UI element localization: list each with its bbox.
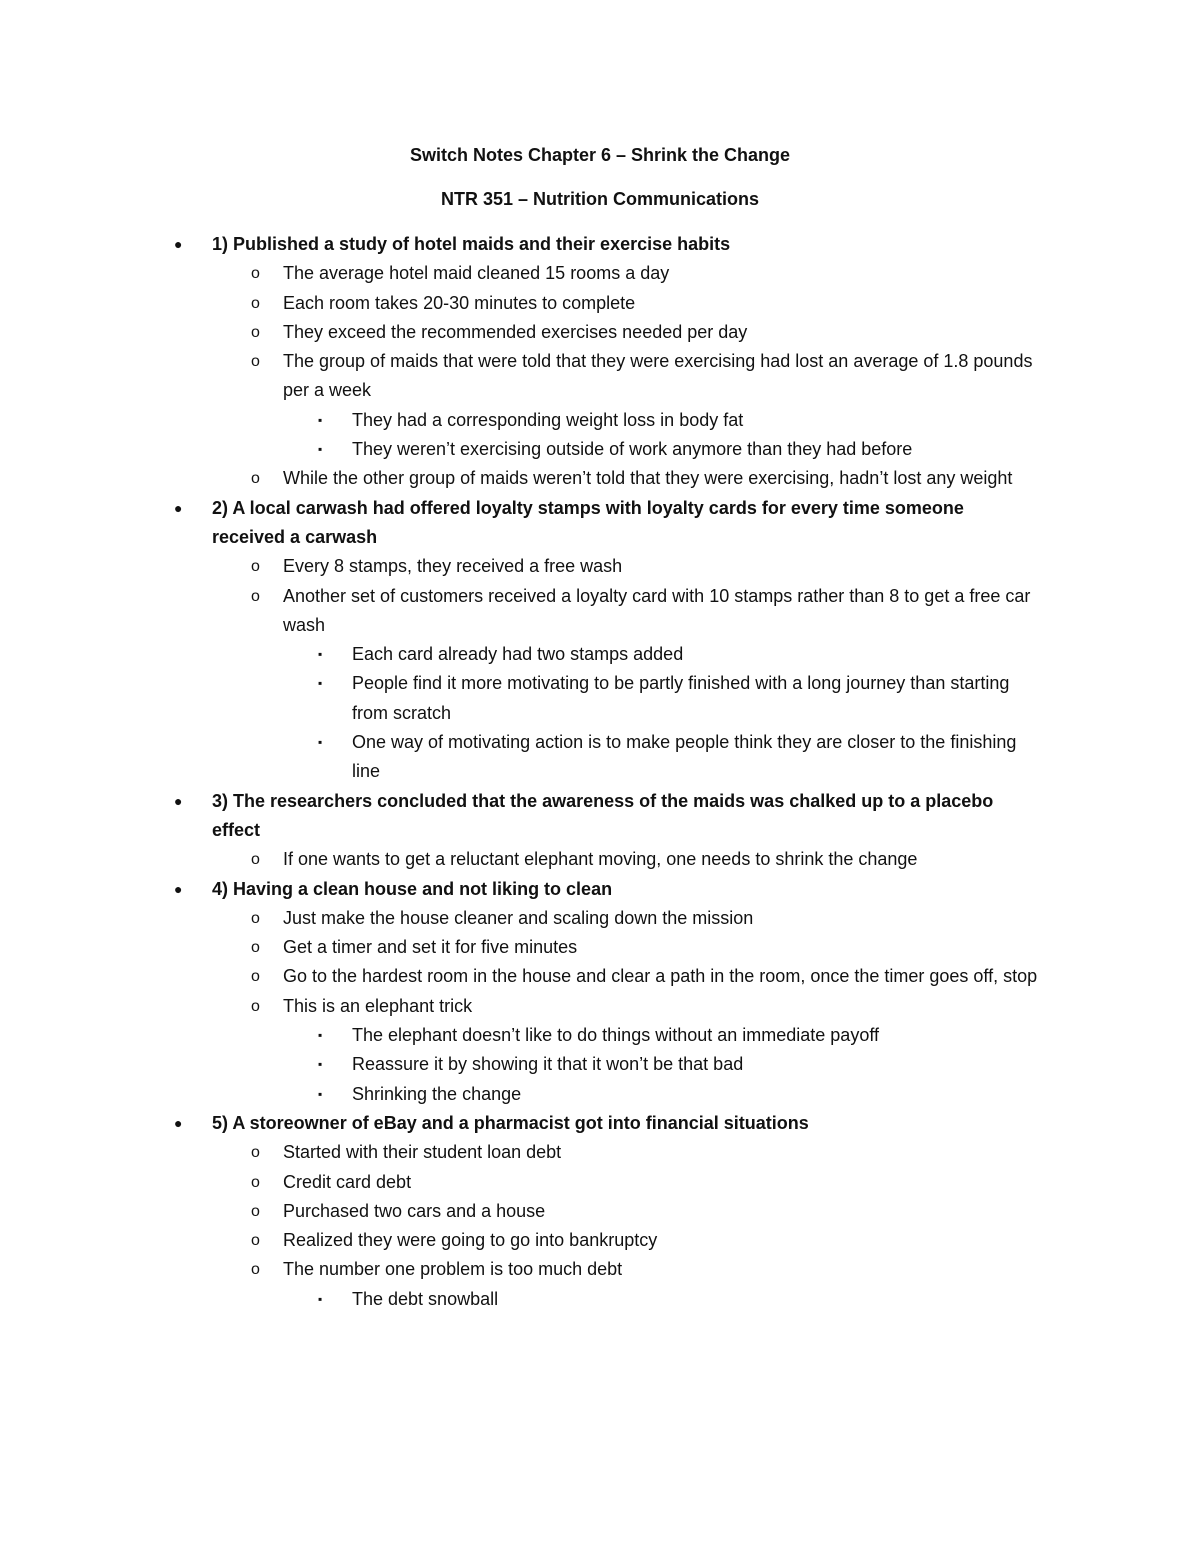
bullet-icon: ▪ (318, 735, 323, 750)
list-item-text: 5) A storeowner of eBay and a pharmacist got into financial situations (212, 1112, 809, 1133)
list-item-level-2 (0, 1226, 1040, 1255)
bullet-icon: o (251, 851, 260, 869)
list-item-text: This is an elephant trick (283, 995, 473, 1016)
list-item-text: 2) A local carwash had offered loyalty stamps with loyalty cards for every time someone received a carwash (212, 497, 964, 547)
list-item-level-2 (0, 1197, 1040, 1226)
bullet-icon: o (251, 939, 260, 957)
list-item-level-2 (0, 289, 1040, 318)
list-item-text: They exceed the recommended exercises needed per day (283, 321, 748, 342)
bullet-icon: o (251, 294, 260, 312)
list-item-text: Just make the house cleaner and scaling down the mission (283, 907, 754, 928)
bullet-icon: o (251, 997, 260, 1015)
list-item-level-2 (0, 582, 1040, 641)
notes-list (0, 230, 1200, 1314)
bullet-icon: ● (174, 792, 183, 809)
list-item-text: They weren’t exercising outside of work anymore than they had before (352, 439, 913, 460)
list-item-text: The group of maids that were told that they were exercising had lost an average of 1.8 pounds per a week (283, 351, 1033, 401)
list-item-level-2 (0, 259, 1040, 288)
list-item-level-2 (0, 1255, 1040, 1284)
list-item-level-3 (0, 435, 1040, 464)
bullet-icon: o (251, 1173, 260, 1191)
bullet-icon: o (251, 1202, 260, 1220)
list-item-level-2 (0, 904, 1040, 933)
list-item-level-1 (0, 494, 1040, 553)
list-item-level-2 (0, 552, 1040, 581)
bullet-icon: o (251, 1144, 260, 1162)
list-item-text: Every 8 stamps, they received a free wash (283, 556, 623, 577)
list-item-text: People find it more motivating to be partly finished with a long journey than starting from scratch (352, 673, 1010, 723)
list-item-text: 4) Having a clean house and not liking to clean (212, 878, 613, 899)
list-item-level-3 (0, 640, 1040, 669)
list-item-text: Go to the hardest room in the house and clear a path in the room, once the timer goes off, stop (283, 966, 1038, 987)
bullet-icon: o (251, 353, 260, 371)
list-item-text: Purchased two cars and a house (283, 1200, 546, 1221)
document-title: Switch Notes Chapter 6 – Shrink the Change (409, 145, 791, 165)
bullet-icon: ▪ (318, 412, 323, 427)
bullet-icon: o (251, 909, 260, 927)
list-item-text: Started with their student loan debt (283, 1142, 562, 1163)
list-item-level-2 (0, 1138, 1040, 1167)
list-item-level-2 (0, 464, 1040, 493)
bullet-icon: o (251, 1232, 260, 1250)
bullet-icon: o (251, 587, 260, 605)
bullet-icon: ▪ (318, 1057, 323, 1072)
list-item-level-3 (0, 406, 1040, 435)
list-item-level-2 (0, 992, 1040, 1021)
list-item-text: Reassure it by showing it that it won’t be that bad (352, 1054, 744, 1075)
list-item-level-2 (0, 1168, 1040, 1197)
bullet-icon: ▪ (318, 442, 323, 457)
bullet-icon: o (251, 1261, 260, 1279)
bullet-icon: o (251, 558, 260, 576)
bullet-icon: ▪ (318, 1291, 323, 1306)
list-item-text: They had a corresponding weight loss in body fat (352, 409, 744, 430)
list-item-level-1 (0, 875, 1040, 904)
bullet-icon: o (251, 968, 260, 986)
list-item-text: Another set of customers received a loyalty card with 10 stamps rather than 8 to get a free car wash (283, 585, 1031, 635)
list-item-level-2 (0, 347, 1040, 406)
list-item-level-2 (0, 318, 1040, 347)
bullet-icon: ▪ (318, 647, 323, 662)
list-item-level-1 (0, 1109, 1040, 1138)
list-item-level-3 (0, 1285, 1040, 1314)
list-item-level-3 (0, 1080, 1040, 1109)
bullet-icon: o (251, 470, 260, 488)
bullet-icon: o (251, 323, 260, 341)
bullet-icon: ● (174, 1114, 183, 1131)
list-item-text: 1) Published a study of hotel maids and their exercise habits (212, 234, 731, 254)
list-item-level-2 (0, 962, 1040, 991)
list-item-text: The debt snowball (352, 1288, 499, 1309)
list-item-text: If one wants to get a reluctant elephant moving, one needs to shrink the change (283, 849, 918, 870)
list-item-level-2 (0, 933, 1040, 962)
bullet-icon: ● (174, 880, 183, 897)
list-item-text: The number one problem is too much debt (283, 1259, 623, 1280)
list-item-text: Each room takes 20-30 minutes to complete (283, 292, 636, 313)
bullet-icon: ▪ (318, 676, 323, 691)
bullet-icon: o (251, 265, 260, 283)
document-subtitle: NTR 351 – Nutrition Communications (440, 189, 760, 209)
bullet-icon: ▪ (318, 1086, 323, 1101)
list-item-text: Each card already had two stamps added (352, 644, 684, 665)
list-item-text: Realized they were going to go into bankruptcy (283, 1230, 658, 1251)
list-item-level-3 (0, 1050, 1040, 1079)
bullet-icon: ● (174, 499, 183, 516)
bullet-icon: ● (174, 236, 183, 252)
list-item-level-2 (0, 845, 1040, 874)
list-item-text: Shrinking the change (352, 1083, 522, 1104)
list-item-text: The elephant doesn’t like to do things without an immediate payoff (352, 1025, 880, 1046)
list-item-level-3 (0, 1021, 1040, 1050)
list-item-level-1 (0, 230, 1040, 259)
list-item-level-3 (0, 669, 1040, 728)
list-item-text: Credit card debt (283, 1171, 412, 1192)
list-item-text: 3) The researchers concluded that the awareness of the maids was chalked up to a placebo effect (212, 790, 994, 840)
bullet-icon: ▪ (318, 1028, 323, 1043)
list-item-level-3 (0, 728, 1040, 787)
list-item-level-1 (0, 787, 1040, 846)
list-item-text: The average hotel maid cleaned 15 rooms a day (283, 263, 670, 284)
list-item-text: Get a timer and set it for five minutes (283, 937, 578, 958)
list-item-text: While the other group of maids weren’t told that they were exercising, hadn’t lost any weight (283, 468, 1013, 489)
list-item-text: One way of motivating action is to make people think they are closer to the finishing line (352, 732, 1017, 782)
